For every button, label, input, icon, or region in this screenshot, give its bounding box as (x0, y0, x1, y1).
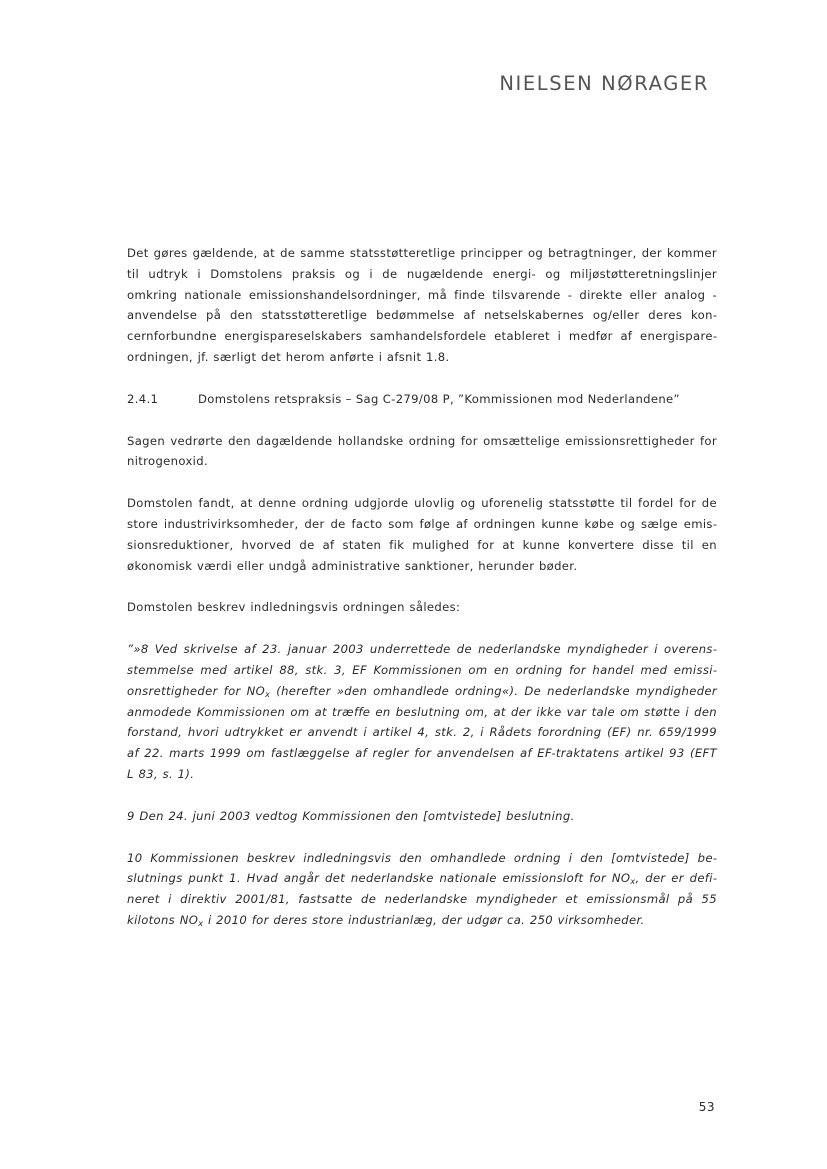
paragraph-court-description: Domstolen beskrev indledningsvis ordningen således: (127, 600, 461, 615)
quote-10-part-c: i 2010 for deres store industrianlæg, der udgør ca. 250 virksomheder. (203, 912, 645, 927)
paragraph-case-subject: Sagen vedrørte den dagældende hollandske ordning for omsættelige emissionsrettigheder for nitrogenoxid. (127, 433, 717, 469)
section-heading (127, 389, 717, 410)
quote-10-part-b: , der er defineret i direktiv 2001/81, fastsatte de nederlandske myndigheder et emissionsmål på 55 kilotons NO (127, 871, 717, 927)
quote-8-part-b: (herefter »den omhandlede ordning«). De nederlandske myndigheder anmodede Kommissionen om at træffe en beslutning om, at der ikke var tale om støtte i den forstand, hvori udtrykket er anvendt i artikel 4, stk. 2, i Rådets forordning (EF) nr. 659/1999 af 22. marts 1999 om fastlæggelse af regler for anvendelsen af EF-traktatens artikel 93 (EFT L 83, s. 1). (127, 683, 718, 781)
subscript-x: x (265, 689, 271, 699)
paragraph-court-finding: Domstolen fandt, at denne ordning udgjorde ulovlig og uforenelig statsstøtte til fordel for de store industrivirksomheder, der de facto som følge af ordningen kunne købe og sælge emissionsreduktioner, hvorved de af staten fik mulighed for at kunne konvertere disse til en økonomisk værdi eller undgå administrative sanktioner, herunder bøder. (127, 496, 717, 573)
quote-paragraph-9: 9 Den 24. juni 2003 vedtog Kommissionen den [omtvistede] beslutning. (127, 808, 575, 823)
page-number: 53 (698, 1100, 715, 1114)
subscript-x: x (630, 877, 636, 887)
section-number: 2.4.1 (127, 391, 159, 406)
quote-paragraph-10 (127, 848, 717, 931)
quote-paragraph-8 (127, 639, 717, 785)
quote-8-part-a: ”»8 Ved skrivelse af 23. januar 2003 underrettede de nederlandske myndigheder i overensstemmelse med artikel 88, stk. 3, EF Kommissionen om en ordning for handel med emissionsrettigheder for NO (127, 642, 717, 698)
section-title: Domstolens retspraksis – Sag C-279/08 P, ”Kommissionen mod Nederlandene” (198, 391, 680, 406)
paragraph-intro: Det gøres gældende, at de samme statsstøtteretlige principper og betragtninger, der kommer til udtryk i Domstolens praksis og i de nugældende energi- og miljøstøtteretningslinjer omkring nationale emissionshandelsordninger, må finde tilsvarende - direkte eller analog - anvendelse på den statsstøtteretlige bedømmelse af netselskabernes og/eller deres koncernforbundne energispareselskabers samhandelsfordele etableret i medfør af energispareordningen, jf. særligt det herom anførte i afsnit 1.8. (127, 246, 717, 364)
document-body (127, 243, 717, 931)
subscript-x: x (198, 918, 204, 928)
letterhead-logo: NIELSEN NØRAGER (499, 72, 709, 95)
quote-10-part-a: 10 Kommissionen beskrev indledningsvis den omhandlede ordning i den [omtvistede] beslutnings punkt 1. Hvad angår det nederlandske nationale emissionsloft for NO (127, 850, 717, 886)
